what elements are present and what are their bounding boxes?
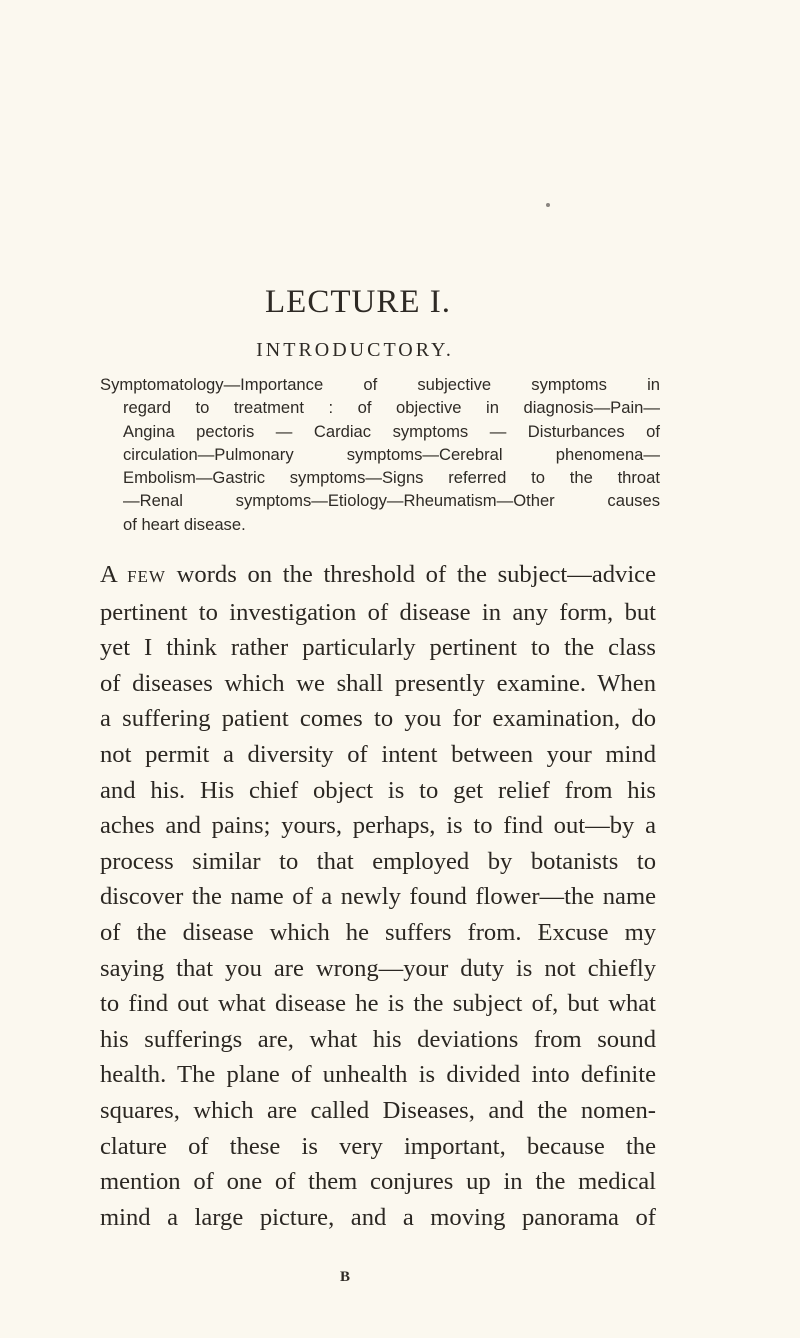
body-line: process similar to that employed by botanists to <box>100 847 656 875</box>
body-line: aches and pains; yours, perhaps, is to find out—by a <box>100 812 656 840</box>
body-line: saying that you are wrong—your duty is not chiefly <box>100 954 656 982</box>
body-line: pertinent to investigation of disease in any form, but <box>100 598 656 626</box>
synopsis-line: of heart disease. <box>123 514 246 534</box>
synopsis-line: Embolism—Gastric symptoms—Signs referred to the throat <box>123 468 660 488</box>
first-line-text: words on the threshold of the subject—advice <box>176 561 656 588</box>
drop-initial: A <box>100 561 117 588</box>
body-line: health. The plane of unhealth is divided into definite <box>100 1061 656 1089</box>
ink-speck <box>546 203 550 207</box>
signature-mark: B <box>339 1269 350 1285</box>
body-line: mind a large picture, and a moving panorama of <box>100 1203 656 1231</box>
body-line: of diseases which we shall presently examine. When <box>100 669 656 697</box>
synopsis-line: —Renal symptoms—Etiology—Rheumatism—Other causes <box>123 491 660 511</box>
body-line: mention of one of them conjures up in the medical <box>100 1168 656 1196</box>
smallcaps-word: FEW <box>127 567 166 586</box>
body-line: a suffering patient comes to you for examination, do <box>100 705 656 733</box>
body-line: squares, which are called Diseases, and the nomen- <box>100 1096 656 1124</box>
synopsis-line: circulation—Pulmonary symptoms—Cerebral phenomena— <box>123 444 660 464</box>
body-line <box>100 557 656 595</box>
lecture-title: LECTURE I. <box>265 284 451 320</box>
body-line: his sufferings are, what his deviations from sound <box>100 1025 656 1053</box>
section-title: INTRODUCTORY. <box>256 339 454 361</box>
body-line: and his. His chief object is to get relief from his <box>100 776 656 804</box>
body-line: yet I think rather particularly pertinent to the class <box>100 634 656 662</box>
synopsis-line: Symptomatology—Importance of subjective symptoms in <box>100 375 660 394</box>
body-line: clature of these is very important, because the <box>100 1132 656 1160</box>
synopsis-line: regard to treatment : of objective in diagnosis—Pain— <box>123 398 660 418</box>
body-line: discover the name of a newly found flower—the name <box>100 883 656 911</box>
chapter-synopsis <box>100 373 660 536</box>
body-line: to find out what disease he is the subject of, but what <box>100 990 656 1018</box>
synopsis-line: Angina pectoris — Cardiac symptoms — Disturbances of <box>123 421 660 441</box>
body-paragraph <box>100 557 656 1235</box>
body-line: of the disease which he suffers from. Excuse my <box>100 918 656 946</box>
body-line: not permit a diversity of intent between your mind <box>100 740 656 768</box>
